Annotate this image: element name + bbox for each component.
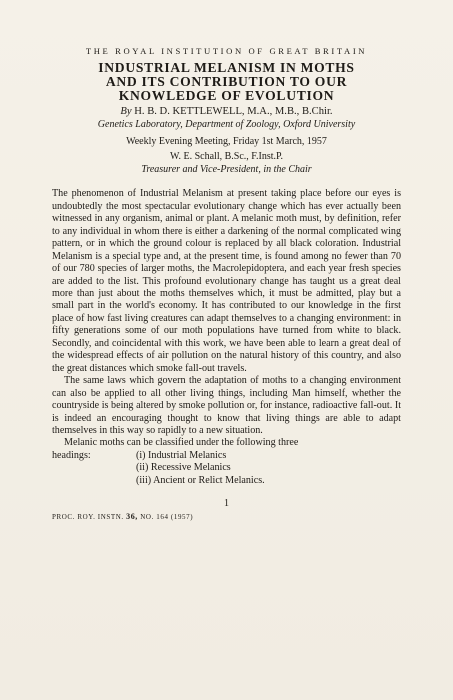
institution-header: THE ROYAL INSTITUTION OF GREAT BRITAIN	[85, 46, 368, 56]
body-paragraph: Melanic moths can be classified under the following three	[64, 437, 299, 449]
chair-name: W. E. Schall, B.Sc., F.Inst.P.	[169, 151, 283, 163]
citation-suffix: NO. 164 (1957)	[140, 513, 194, 522]
author-byline	[52, 105, 401, 118]
citation-volume: 36,	[126, 512, 138, 522]
list-item: (iii) Ancient or Relict Melanics.	[136, 474, 265, 486]
list-item: (i) Industrial Melanics	[136, 449, 227, 461]
classification-list	[52, 450, 401, 487]
body-paragraph: The same laws which govern the adaptation of moths to a changing environment can also be applied to all other living things, including Man himself, whether the countryside is being altered by smoke pollution or, for instance, radioactive fall-out. It is indeed an encouraging thought to know that living things are able to adapt themselves in this way so rapidly to a new situation.	[52, 375, 401, 436]
headings-lead: headings:	[52, 449, 91, 461]
title-line: AND ITS CONTRIBUTION TO OUR	[105, 73, 348, 89]
title-line: INDUSTRIAL MELANISM IN MOTHS	[98, 60, 355, 75]
journal-citation	[52, 512, 401, 521]
by-prefix: By	[120, 106, 132, 118]
author-name: H. B. D. KETTLEWELL, M.A., M.B., B.Chir.	[134, 106, 333, 118]
list-item: (ii) Recessive Melanics	[136, 462, 231, 474]
page-number: 1	[224, 498, 229, 510]
title-line: KNOWLEDGE OF EVOLUTION	[118, 87, 335, 103]
article-title	[52, 61, 401, 102]
meeting-info: Weekly Evening Meeting, Friday 1st March, 1957	[126, 136, 327, 148]
citation-prefix: PROC. ROY. INSTN.	[52, 513, 124, 522]
chair-role: Treasurer and Vice-President, in the Chair	[141, 164, 312, 176]
article-body	[52, 188, 401, 450]
author-affiliation: Genetics Laboratory, Department of Zoology, Oxford University	[97, 119, 356, 131]
body-paragraph: The phenomenon of Industrial Melanism at present taking place before our eyes is undoubtedly the most spectacular evolutionary change which has ever actually been witnessed in any organism, animal or plant. A melanic moth must, by definition, refer to any individual in whom there is either a darkening of the normal complicated wing pattern, or in which the ground colour is replaced by all black coloration. Industrial Melanism is a special type and, at the present time, is found among no fewer than 70 of our 780 species of larger moths, the Macrolepidoptera, and each year fresh species are added to the list. This profound evolutionary change has taught us a great deal more than just about the moths themselves which, it must be admitted, play but a small part in the world's economy. It has contributed to our knowledge in the first place of how fast living creatures can adapt themselves to a changing environment: in fifty generations some of our moth populations have turned from white to black. Secondly, and coincidental with this work, we have been able to learn a great deal of the widespread effects of air pollution on the natural history of this country, and also the great distances which smoke fall-out travels.	[52, 188, 401, 374]
